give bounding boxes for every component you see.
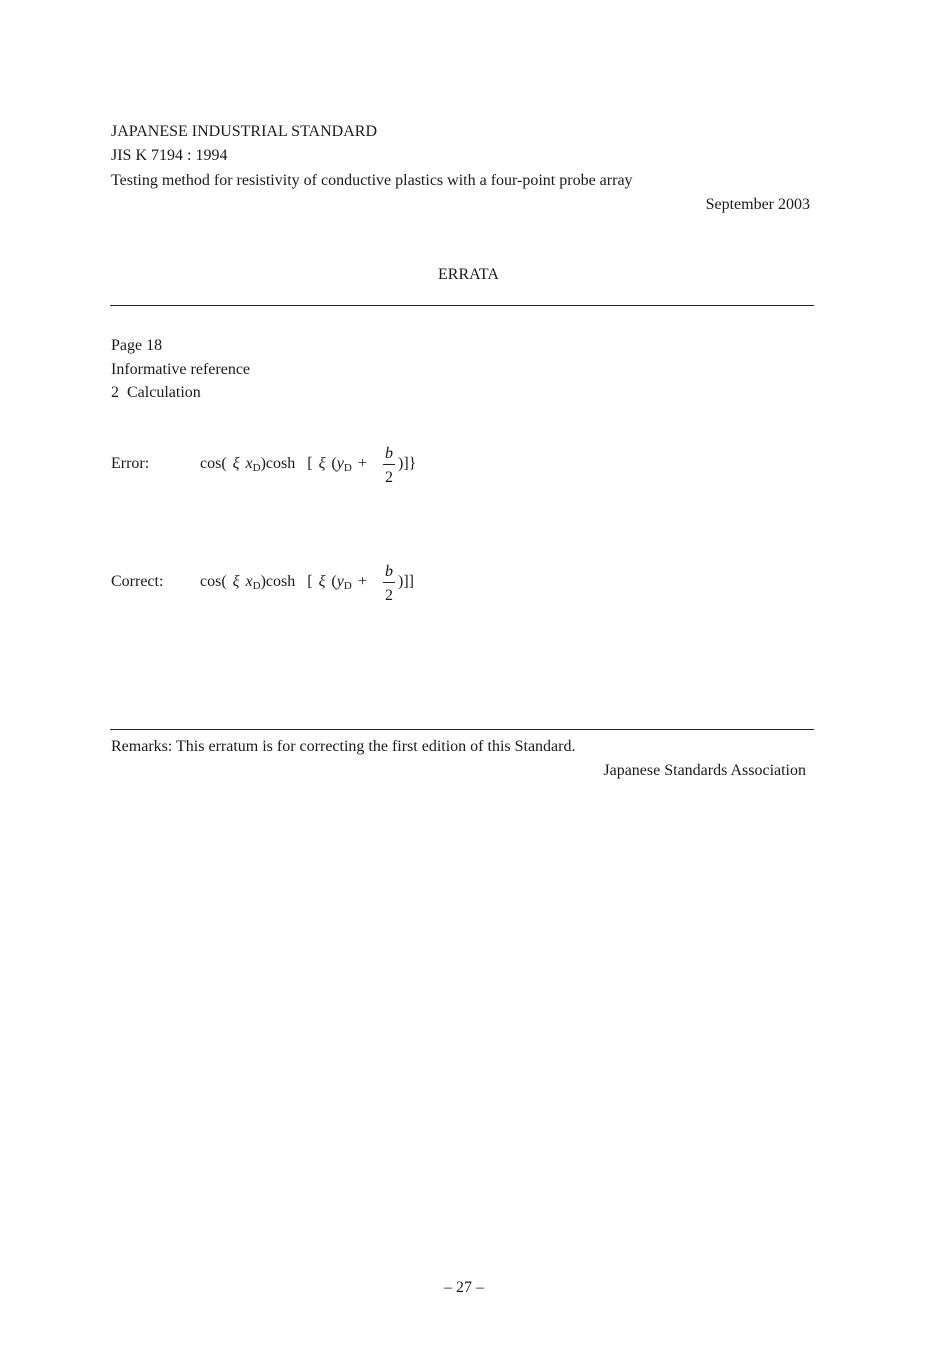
- fraction-bar: [383, 464, 395, 465]
- fraction-bar: [383, 582, 395, 583]
- fraction-denominator: 2: [385, 469, 393, 486]
- errata-heading: ERRATA: [438, 266, 499, 283]
- y-subscript: D: [343, 462, 352, 474]
- error-row: [0, 437, 950, 497]
- remarks-text: Remarks: This erratum is for correcting the first edition of this Standard.: [111, 738, 576, 755]
- xi-symbol: ξ: [318, 573, 326, 590]
- x-subscript: D: [252, 580, 261, 592]
- open-paren: (: [331, 455, 337, 472]
- y-variable: y: [336, 455, 344, 472]
- correct-row: [0, 555, 950, 615]
- correct-label: Correct:: [111, 573, 164, 590]
- y-subscript: D: [343, 580, 352, 592]
- open-bracket: [: [307, 455, 313, 472]
- xi-symbol: ξ: [232, 573, 240, 590]
- xi-symbol: ξ: [232, 455, 240, 472]
- standard-number: JIS K 7194 : 1994: [111, 147, 228, 164]
- closing-brackets: )]]: [398, 573, 414, 590]
- fraction-numerator: b: [385, 563, 393, 580]
- open-bracket: [: [307, 573, 313, 590]
- cos-text: cos(: [200, 455, 227, 472]
- errata-date: September 2003: [705, 196, 810, 213]
- subsection-reference: 2 Calculation: [111, 384, 201, 401]
- error-expression: [200, 455, 367, 473]
- standard-organization: JAPANESE INDUSTRIAL STANDARD: [111, 123, 377, 140]
- top-divider: [110, 305, 814, 306]
- publisher-name: Japanese Standards Association: [603, 762, 806, 779]
- y-variable: y: [336, 573, 344, 590]
- fraction-numerator: b: [385, 445, 393, 462]
- error-label: Error:: [111, 455, 150, 472]
- fraction-denominator: 2: [385, 587, 393, 604]
- section-reference: Informative reference: [111, 361, 251, 378]
- page-reference: Page 18: [111, 337, 163, 354]
- open-paren: (: [331, 573, 337, 590]
- xi-symbol: ξ: [318, 455, 326, 472]
- cosh-text: )cosh: [260, 455, 296, 472]
- plus-sign: +: [357, 573, 367, 590]
- correct-expression: [200, 573, 367, 591]
- cos-text: cos(: [200, 573, 227, 590]
- plus-sign: +: [357, 455, 367, 472]
- bottom-divider: [110, 729, 814, 730]
- x-variable: x: [245, 455, 253, 472]
- standard-title: Testing method for resistivity of conductive plastics with a four-point probe array: [111, 172, 633, 189]
- cosh-text: )cosh: [260, 573, 296, 590]
- closing-brackets: )]}: [398, 455, 417, 472]
- x-variable: x: [245, 573, 253, 590]
- page-number: – 27 –: [444, 1279, 484, 1296]
- x-subscript: D: [252, 462, 261, 474]
